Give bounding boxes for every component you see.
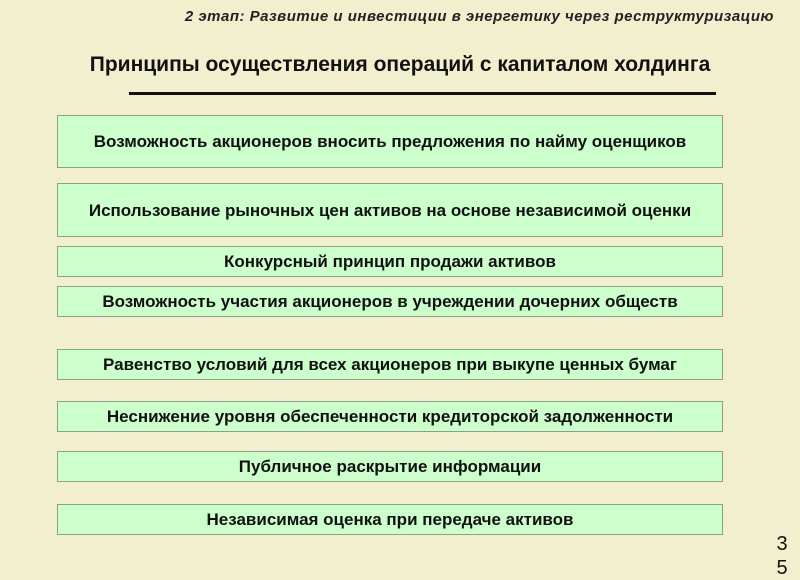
stage-label: 2 этап: Развитие и инвестиции в энергетику через реструктуризацию: [184, 8, 774, 25]
principle-box: Равенство условий для всех акционеров при выкупе ценных бумаг: [57, 349, 723, 380]
principle-box: Неснижение уровня обеспеченности кредиторской задолженности: [57, 401, 723, 432]
principle-box: Возможность акционеров вносить предложения по найму оценщиков: [57, 115, 723, 168]
principle-box: Возможность участия акционеров в учреждении дочерних обществ: [57, 286, 723, 317]
title-underline: [129, 92, 716, 95]
principle-box: Публичное раскрытие информации: [57, 451, 723, 482]
principle-box: Конкурсный принцип продажи активов: [57, 246, 723, 277]
slide-title: Принципы осуществления операций с капиталом холдинга: [89, 53, 711, 76]
page-number: 35: [776, 533, 788, 579]
principle-box: Независимая оценка при передаче активов: [57, 504, 723, 535]
principle-box: Использование рыночных цен активов на основе независимой оценки: [57, 183, 723, 237]
